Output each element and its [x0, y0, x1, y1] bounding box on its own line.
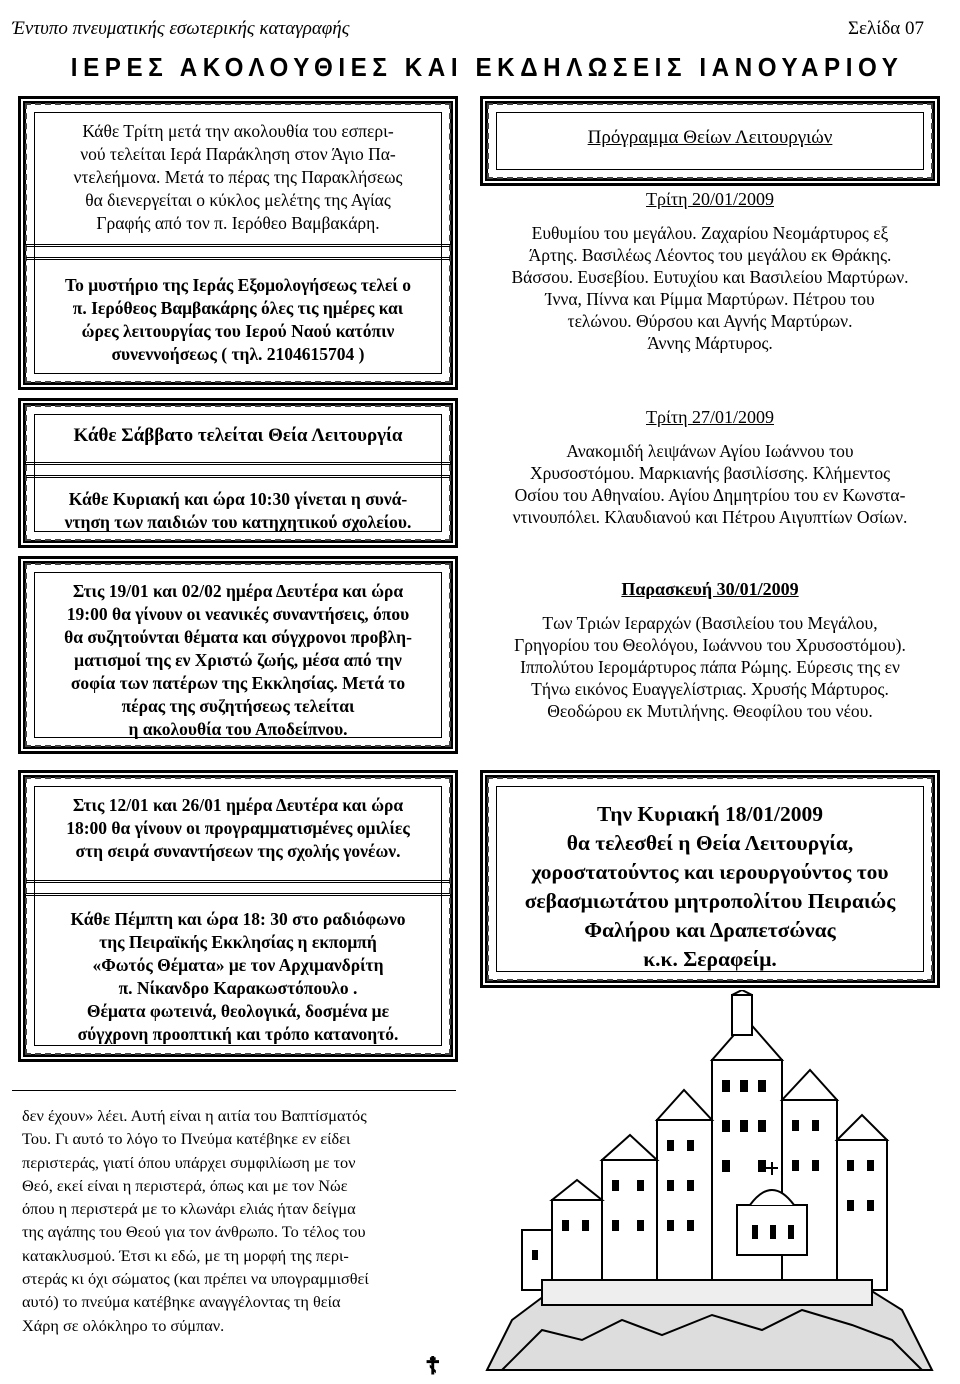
- program-day: [480, 404, 940, 528]
- box-paraklesis-confession: [18, 96, 458, 390]
- youth-meetings-text: [40, 580, 436, 741]
- text-line: κατακλυσμού. Έτσι κι εδώ, με τη μορφή της περι-: [22, 1245, 349, 1265]
- body-paragraph: [22, 1104, 440, 1337]
- text-line: όπου η περιστερά με το κλωνάρι ελιάς ήταν δείγμα: [22, 1199, 356, 1219]
- orthodox-cross-icon: ☦: [425, 1354, 441, 1380]
- text-line: ώρες λειτουργίας του Ιερού Ναού κατόπιν: [81, 321, 395, 341]
- text-line: Άρτης. Βασιλέως Λέοντος του μεγάλου εκ Θράκης.: [528, 245, 892, 265]
- text-line: ντινουπόλει. Κλαυδιανού και Πέτρου Αιγυπτίων Οσίων.: [512, 507, 908, 527]
- text-line: θα τελεσθεί η Θεία Λειτουργία,: [566, 831, 854, 855]
- catechism-text: [40, 488, 436, 534]
- page-number: Σελίδα 07: [847, 18, 924, 39]
- text-line: Στις 12/01 και 26/01 ημέρα Δευτέρα και ώρα: [72, 795, 404, 815]
- text-line: περιστεράς, γιατί όπου υπάρχει συμφιλίωση με τον: [22, 1152, 356, 1172]
- monastery-drawing-icon: [482, 990, 937, 1374]
- text-line: π. Νίκανδρο Καρακωστόπουλο .: [118, 978, 358, 998]
- text-line: της αγάπης του Θεού για τον άνθρωπο. Το τέλος του: [22, 1222, 366, 1242]
- text-line: Οσίου του Αθηναίου. Αγίου Δημητρίου του εν Κωνστα-: [514, 485, 906, 505]
- text-line: Γρηγορίου του Θεολόγου, Ιωάννου του Χρυσοστόμου).: [514, 635, 906, 655]
- text-line: θα συζητούνται θέματα και σύγχρονοι προβλη-: [64, 627, 412, 647]
- text-line: Την Κυριακή 18/01/2009: [597, 802, 823, 826]
- ornamental-divider: [26, 880, 450, 896]
- ornamental-divider: [26, 462, 450, 478]
- text-line: Κάθε Τρίτη μετά την ακολουθία του εσπερι-: [82, 121, 394, 141]
- text-line: Κάθε Πέμπτη και ώρα 18: 30 στο ραδιόφωνο: [70, 909, 406, 929]
- text-line: Ιππολύτου Ιερομάρτυρος πάπα Ρώμης. Εύρεσις της εν: [520, 657, 900, 677]
- program-day: [480, 186, 940, 354]
- confession-text: [40, 274, 436, 366]
- text-line: Άννης Μάρτυρος.: [647, 333, 773, 353]
- text-line: Του. Γι αυτό το λόγο το Πνεύμα κατέβηκε εν είδει: [22, 1129, 351, 1149]
- text-line: 18:00 θα γίνουν οι προγραμματισμένες ομιλίες: [66, 818, 410, 838]
- text-line: χοροστατούντος και ιερουργούντος του: [531, 860, 889, 884]
- text-line: Το μυστήριο της Ιεράς Εξομολογήσεως τελεί ο: [65, 275, 411, 295]
- text-line: νού τελείται Ιερά Παράκληση στον Άγιο Πα-: [80, 144, 396, 164]
- box-saturday-sunday: [18, 398, 458, 548]
- text-line: ματισμοί της εν Χριστώ ζωής, μέσα από την: [74, 650, 402, 670]
- text-line: Στις 19/01 και 02/02 ημέρα Δευτέρα και ώρα: [72, 581, 404, 601]
- day-date: Τρίτη 20/01/2009: [646, 189, 774, 209]
- text-line: Χρυσοστόμου. Μαρκιανής βασιλίσσης. Κλήμεντος: [529, 463, 891, 483]
- day-date: Τρίτη 27/01/2009: [646, 407, 774, 427]
- text-line: Βάσσου. Ευσεβίου. Ευτυχίου και Βασιλείου Μαρτύρων.: [511, 267, 909, 287]
- saturday-liturgy-text: Κάθε Σάββατο τελείται Θεία Λειτουργία: [73, 425, 403, 446]
- text-line: σοφία των πατέρων της Εκκλησίας. Μετά το: [70, 673, 406, 693]
- section-banner: ΙΕΡΕΣ ΑΚΟΛΟΥΘΙΕΣ ΚΑΙ ΕΚΔΗΛΩΣΕΙΣ ΙΑΝΟΥΑΡΙΟΥ: [70, 52, 904, 82]
- text-line: 19:00 θα γίνουν οι νεανικές συναντήσεις, όπου: [66, 604, 410, 624]
- box-youth-meetings: [18, 556, 458, 754]
- text-line: Θεοδώρου εκ Μυτιλήνης. Θεοφίλου του νέου.: [547, 701, 873, 721]
- text-line: σύγχρονη προοπτική και τρόπο κατανοητό.: [77, 1024, 399, 1044]
- paraklesis-text: [40, 120, 436, 235]
- text-line: σεβασμιωτάτου μητροπολίτου Πειραιώς: [524, 889, 896, 913]
- text-line: η ακολουθία του Αποδείπνου.: [128, 719, 348, 739]
- text-line: στη σειρά συναντήσεων της σχολής γονέων.: [75, 841, 401, 861]
- text-line: Τήνω εικόνος Ευαγγελίστριας. Χρυσής Μάρτυρος.: [531, 679, 889, 699]
- text-line: ντηση των παιδιών του κατηχητικού σχολείου.: [64, 512, 412, 532]
- program-title: Πρόγραμμα Θείων Λειτουργιών: [587, 127, 833, 148]
- box-sunday-liturgy: [480, 770, 940, 988]
- parents-school-text: [40, 794, 436, 863]
- horizontal-rule: [12, 1090, 456, 1091]
- text-line: Φαλήρου και Δραπετσώνας: [584, 918, 836, 942]
- text-line: θα διενεργείται ο κύκλος μελέτης της Αγίας: [85, 190, 391, 210]
- publication-title: Έντυπο πνευματικής εσωτερικής καταγραφής: [12, 18, 350, 39]
- day-date: Παρασκευή 30/01/2009: [621, 579, 799, 599]
- text-line: δεν έχουν» λέει. Αυτή είναι η αιτία του Βαπτίσματός: [22, 1106, 367, 1125]
- text-line: Των Τριών Ιεραρχών (Βασιλείου του Μεγάλου,: [542, 613, 878, 633]
- day-feasts: [480, 612, 940, 722]
- radio-show-text: [40, 908, 436, 1046]
- program-day: [480, 576, 940, 722]
- sunday-liturgy-text: [502, 800, 918, 974]
- text-line: Ευθυμίου του μεγάλου. Ζαχαρίου Νεομάρτυρος εξ: [531, 223, 889, 243]
- text-line: Θέματα φωτεινά, θεολογικά, δοσμένα με: [86, 1001, 390, 1021]
- text-line: Κάθε Κυριακή και ώρα 10:30 γίνεται η συνά-: [68, 489, 408, 509]
- text-line: κ.κ. Σεραφείμ.: [643, 947, 777, 971]
- text-line: Γραφής από τον π. Ιερόθεο Βαμβακάρη.: [96, 213, 380, 233]
- text-line: πέρας της συζητήσεως τελείται: [121, 696, 355, 716]
- day-feasts: [480, 222, 940, 354]
- text-line: συνεννοήσεως ( τηλ. 2104615704 ): [111, 344, 365, 364]
- text-line: π. Ιερόθεος Βαμβακάρης όλες τις ημέρες και: [72, 298, 404, 318]
- text-line: ντελεήμονα. Μετά το πέρας της Παρακλήσεως: [73, 167, 403, 187]
- text-line: Χάρη σε ολόκληρο το σύμπαν.: [22, 1315, 225, 1335]
- text-line: Ανακομιδή λειψάνων Αγίου Ιωάννου του: [566, 441, 854, 461]
- program-title-frame: [480, 96, 940, 186]
- text-line: της Πειραϊκής Εκκλησίας η εκπομπή: [99, 932, 377, 952]
- text-line: τελώνου. Θύρσου και Αγνής Μαρτύρων.: [567, 311, 853, 331]
- ornamental-divider: [26, 244, 450, 260]
- text-line: στεράς κι όχι σώματος (και πρέπει να υπογραμμισθεί: [22, 1269, 369, 1289]
- text-line: «Φωτός Θέματα» με τον Αρχιμανδρίτη: [92, 955, 384, 975]
- text-line: αυτό) το πνεύμα κατέβηκε αναγγέλοντας τη θεία: [22, 1292, 341, 1312]
- text-line: Θεό, εκεί είναι η περιστερά, όπως και με τον Νώε: [22, 1175, 348, 1195]
- box-parents-radio: [18, 770, 458, 1062]
- day-feasts: [480, 440, 940, 528]
- text-line: Ίννα, Πίννα και Ρίμμα Μαρτύρων. Πέτρου του: [545, 289, 875, 309]
